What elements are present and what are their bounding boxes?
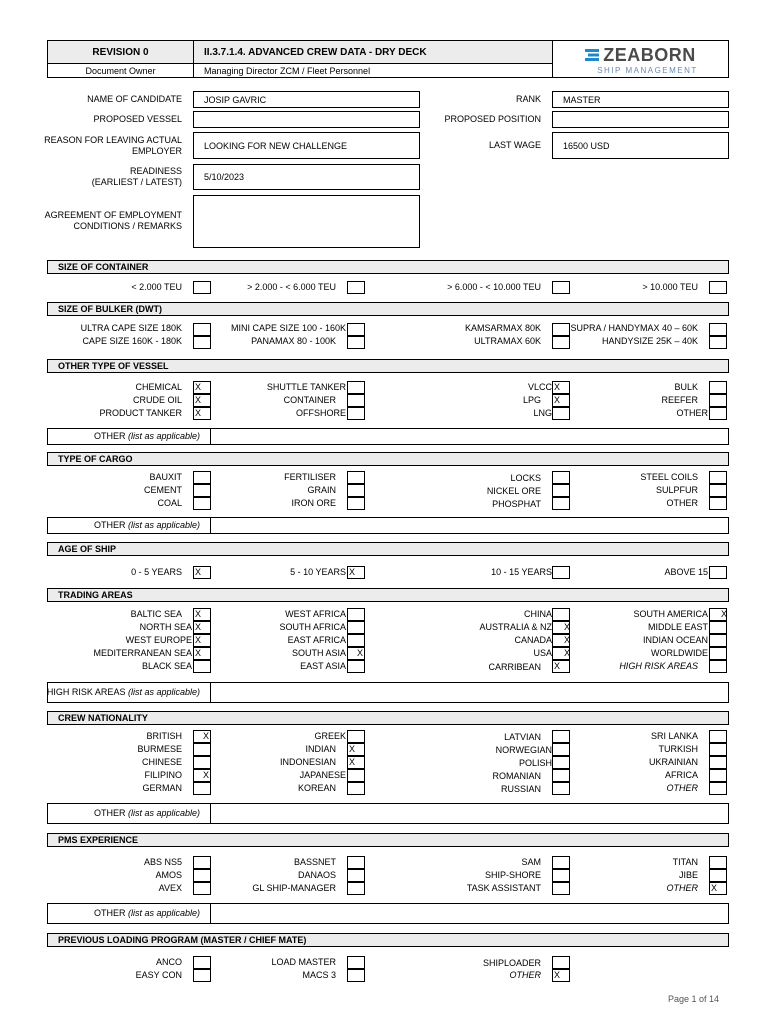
container-label: < 2.000 TEU bbox=[131, 282, 182, 292]
trading-checkbox[interactable] bbox=[552, 634, 570, 647]
trading-checkbox[interactable] bbox=[347, 647, 365, 660]
check-mark: X bbox=[203, 731, 210, 741]
trading-checkbox[interactable] bbox=[193, 647, 211, 660]
agreement-field[interactable] bbox=[193, 195, 420, 248]
bulker-label: SUPRA / HANDYMAX 40 – 60K bbox=[570, 323, 698, 333]
check-mark: X bbox=[564, 622, 571, 632]
trading-label: NORTH SEA bbox=[139, 622, 192, 632]
logo bbox=[585, 45, 696, 66]
crew-label: BURMESE bbox=[137, 744, 182, 754]
crew-label: KOREAN bbox=[297, 783, 336, 793]
trading-checkbox[interactable] bbox=[193, 660, 211, 673]
pms-checkbox[interactable] bbox=[193, 882, 211, 895]
vessel-other-label: OTHER (list as applicable) bbox=[93, 431, 200, 441]
age-label: 0 - 5 YEARS bbox=[131, 567, 182, 577]
check-mark: X bbox=[195, 382, 202, 392]
crew-label: BRITISH bbox=[146, 731, 182, 741]
section-vessel-type: OTHER TYPE OF VESSEL bbox=[47, 359, 729, 373]
pms-checkbox[interactable] bbox=[709, 856, 727, 869]
loading-label: LOAD MASTER bbox=[271, 957, 336, 967]
pms-label: JIBE bbox=[678, 870, 698, 880]
readiness-label-1: READINESS bbox=[129, 166, 182, 176]
bulker-label: ULTRAMAX 60K bbox=[474, 336, 541, 346]
container-checkbox[interactable] bbox=[709, 281, 727, 294]
crew-label: TURKISH bbox=[658, 744, 698, 754]
rank-value: MASTER bbox=[563, 94, 601, 105]
age-label: 10 - 15 YEARS bbox=[491, 567, 552, 577]
crew-checkbox[interactable] bbox=[347, 769, 365, 782]
age-checkbox[interactable] bbox=[552, 566, 570, 579]
agreement-label: AGREEMENT OF EMPLOYMENT CONDITIONS / REMARKS bbox=[44, 210, 182, 231]
trading-label: SOUTH AMERICA bbox=[633, 609, 708, 619]
check-mark: X bbox=[195, 408, 202, 418]
name-label: NAME OF CANDIDATE bbox=[87, 94, 182, 104]
crew-checkbox[interactable] bbox=[709, 756, 727, 769]
vessel-type-label: SHUTTLE TANKER bbox=[266, 382, 346, 392]
vessel-type-checkbox[interactable] bbox=[193, 407, 211, 420]
crew-label: UKRAINIAN bbox=[648, 757, 698, 767]
cargo-checkbox[interactable] bbox=[709, 484, 727, 497]
vessel-type-label: CRUDE OIL bbox=[132, 395, 182, 405]
crew-checkbox[interactable] bbox=[709, 769, 727, 782]
trading-label: BLACK SEA bbox=[141, 661, 192, 671]
logo-subtitle: SHIP MANAGEMENT bbox=[597, 65, 698, 75]
revision-label: REVISION 0 bbox=[92, 46, 149, 58]
reason-label: REASON FOR LEAVING ACTUAL EMPLOYER bbox=[44, 135, 182, 156]
pms-checkbox[interactable] bbox=[709, 882, 727, 895]
readiness-value: 5/10/2023 bbox=[204, 172, 245, 182]
crew-checkbox[interactable] bbox=[552, 730, 570, 743]
age-checkbox[interactable] bbox=[193, 566, 211, 579]
loading-checkbox[interactable] bbox=[347, 969, 365, 982]
crew-label: ROMANIAN bbox=[492, 771, 541, 781]
header-table bbox=[47, 40, 729, 78]
container-label: > 10.000 TEU bbox=[642, 282, 698, 292]
check-mark: X bbox=[195, 622, 202, 632]
age-checkbox[interactable] bbox=[709, 566, 727, 579]
trading-label: HIGH RISK AREAS bbox=[619, 661, 698, 671]
trading-checkbox[interactable] bbox=[347, 634, 365, 647]
vessel-type-label: OTHER bbox=[676, 408, 708, 418]
container-checkbox[interactable] bbox=[347, 281, 365, 294]
pms-label: TASK ASSISTANT bbox=[466, 883, 541, 893]
pms-checkbox[interactable] bbox=[193, 856, 211, 869]
bulker-checkbox[interactable] bbox=[709, 323, 727, 336]
pms-checkbox[interactable] bbox=[552, 869, 570, 882]
cargo-label: IRON ORE bbox=[291, 498, 336, 508]
crew-checkbox[interactable] bbox=[193, 743, 211, 756]
trading-label: WEST AFRICA bbox=[285, 609, 346, 619]
wage-field[interactable] bbox=[552, 132, 729, 159]
vessel-type-checkbox[interactable] bbox=[193, 394, 211, 407]
cargo-checkbox[interactable] bbox=[552, 497, 570, 510]
name-field[interactable] bbox=[193, 91, 420, 108]
section-pms: PMS EXPERIENCE bbox=[47, 833, 729, 847]
check-mark: X bbox=[564, 635, 571, 645]
page-number: Page 1 of 14 bbox=[668, 994, 720, 1004]
check-mark: X bbox=[554, 970, 561, 980]
pms-checkbox[interactable] bbox=[347, 856, 365, 869]
cargo-label: NICKEL ORE bbox=[486, 486, 541, 496]
age-label: ABOVE 15 bbox=[664, 567, 708, 577]
high-risk-input[interactable] bbox=[211, 683, 728, 702]
loading-label: ANCO bbox=[155, 957, 182, 967]
vessel-type-label: REEFER bbox=[661, 395, 698, 405]
bulker-checkbox[interactable] bbox=[347, 336, 365, 349]
bulker-label: KAMSARMAX 80K bbox=[464, 323, 541, 333]
vessel-type-checkbox[interactable] bbox=[709, 381, 727, 394]
container-label: > 2.000 - < 6.000 TEU bbox=[247, 282, 336, 292]
cargo-checkbox[interactable] bbox=[347, 471, 365, 484]
vessel-type-checkbox[interactable] bbox=[552, 381, 570, 394]
cargo-checkbox[interactable] bbox=[193, 471, 211, 484]
document-title: II.3.7.1.4. ADVANCED CREW DATA - DRY DECK bbox=[204, 46, 427, 58]
rank-label: RANK bbox=[515, 94, 541, 104]
loading-label: MACS 3 bbox=[302, 970, 336, 980]
trading-label: CANADA bbox=[514, 635, 552, 645]
section-loading: PREVIOUS LOADING PROGRAM (MASTER / CHIEF MATE) bbox=[47, 933, 729, 947]
trading-checkbox[interactable] bbox=[193, 608, 211, 621]
cargo-label: COAL bbox=[157, 498, 182, 508]
crew-label: INDONESIAN bbox=[279, 757, 336, 767]
bulker-checkbox[interactable] bbox=[709, 336, 727, 349]
pms-checkbox[interactable] bbox=[347, 882, 365, 895]
vessel-field[interactable] bbox=[193, 111, 420, 128]
pms-label: ABS NS5 bbox=[143, 857, 182, 867]
check-mark: X bbox=[195, 635, 202, 645]
trading-label: EAST AFRICA bbox=[287, 635, 346, 645]
check-mark: X bbox=[195, 395, 202, 405]
cargo-label: BAUXIT bbox=[149, 472, 182, 482]
loading-checkbox[interactable] bbox=[552, 969, 570, 982]
trading-checkbox[interactable] bbox=[347, 660, 365, 673]
cargo-checkbox[interactable] bbox=[347, 497, 365, 510]
crew-label: FILIPINO bbox=[144, 770, 182, 780]
logo-name: ZEABORN bbox=[603, 44, 696, 65]
cargo-label: SULPFUR bbox=[655, 485, 698, 495]
reason-field[interactable] bbox=[193, 132, 420, 159]
trading-label: SOUTH AFRICA bbox=[279, 622, 346, 632]
pms-label: BASSNET bbox=[293, 857, 336, 867]
trading-checkbox[interactable] bbox=[552, 608, 570, 621]
check-mark: X bbox=[195, 648, 202, 658]
check-mark: X bbox=[349, 567, 356, 577]
check-mark: X bbox=[554, 395, 561, 405]
wage-label: LAST WAGE bbox=[488, 140, 541, 150]
vessel-type-label: CONTAINER bbox=[283, 395, 336, 405]
section-container: SIZE OF CONTAINER bbox=[47, 260, 729, 274]
crew-checkbox[interactable] bbox=[552, 756, 570, 769]
bulker-checkbox[interactable] bbox=[347, 323, 365, 336]
pms-label: OTHER bbox=[666, 883, 698, 893]
crew-checkbox[interactable] bbox=[552, 782, 570, 795]
check-mark: X bbox=[195, 609, 202, 619]
bulker-label: CAPE SIZE 160K - 180K bbox=[82, 336, 182, 346]
cargo-checkbox[interactable] bbox=[709, 471, 727, 484]
pms-checkbox[interactable] bbox=[552, 856, 570, 869]
vessel-type-label: BULK bbox=[674, 382, 698, 392]
pms-label: SHIP-SHORE bbox=[484, 870, 541, 880]
crew-checkbox[interactable] bbox=[193, 782, 211, 795]
crew-checkbox[interactable] bbox=[347, 743, 365, 756]
check-mark: X bbox=[195, 567, 202, 577]
bulker-checkbox[interactable] bbox=[552, 336, 570, 349]
crew-label: SRI LANKA bbox=[650, 731, 698, 741]
age-label: 5 - 10 YEARS bbox=[290, 567, 346, 577]
trading-checkbox[interactable] bbox=[193, 621, 211, 634]
check-mark: X bbox=[721, 609, 728, 619]
trading-label: SOUTH ASIA bbox=[291, 648, 346, 658]
pms-checkbox[interactable] bbox=[347, 869, 365, 882]
vessel-type-checkbox[interactable] bbox=[347, 394, 365, 407]
crew-label: RUSSIAN bbox=[500, 784, 541, 794]
bulker-label: HANDYSIZE 25K – 40K bbox=[601, 336, 698, 346]
wage-value: 16500 USD bbox=[563, 140, 610, 151]
vessel-type-label: LPG bbox=[522, 395, 541, 405]
cargo-checkbox[interactable] bbox=[709, 497, 727, 510]
container-checkbox[interactable] bbox=[552, 281, 570, 294]
crew-other-input[interactable] bbox=[211, 804, 728, 823]
vessel-type-checkbox[interactable] bbox=[709, 407, 727, 420]
cargo-label: PHOSPHAT bbox=[492, 499, 541, 509]
vessel-type-checkbox[interactable] bbox=[193, 381, 211, 394]
crew-label: AFRICA bbox=[664, 770, 698, 780]
container-checkbox[interactable] bbox=[193, 281, 211, 294]
trading-label: AUSTRALIA & NZ bbox=[479, 622, 552, 632]
age-checkbox[interactable] bbox=[347, 566, 365, 579]
check-mark: X bbox=[554, 661, 561, 671]
vessel-type-checkbox[interactable] bbox=[552, 394, 570, 407]
trading-label: WEST EUROPE bbox=[125, 635, 192, 645]
vessel-type-label: LNG bbox=[533, 408, 552, 418]
trading-label: MEDITERRANEAN SEA bbox=[93, 648, 192, 658]
trading-label: EAST ASIA bbox=[300, 661, 346, 671]
logo-cell bbox=[553, 41, 728, 78]
loading-checkbox[interactable] bbox=[193, 969, 211, 982]
pms-label: TITAN bbox=[672, 857, 698, 867]
trading-checkbox[interactable] bbox=[347, 621, 365, 634]
loading-label: OTHER bbox=[509, 970, 541, 980]
section-trading: TRADING AREAS bbox=[47, 588, 729, 602]
bulker-label: ULTRA CAPE SIZE 180K bbox=[80, 323, 182, 333]
vessel-type-label: CHEMICAL bbox=[135, 382, 182, 392]
crew-checkbox[interactable] bbox=[709, 743, 727, 756]
position-field[interactable] bbox=[552, 111, 729, 128]
position-label: PROPOSED POSITION bbox=[444, 114, 541, 124]
crew-checkbox[interactable] bbox=[347, 730, 365, 743]
loading-checkbox[interactable] bbox=[193, 956, 211, 969]
zeaborn-logo-icon bbox=[585, 48, 599, 62]
crew-checkbox[interactable] bbox=[193, 730, 211, 743]
cargo-checkbox[interactable] bbox=[193, 497, 211, 510]
section-bulker: SIZE OF BULKER (DWT) bbox=[47, 302, 729, 316]
cargo-label: LOCKS bbox=[510, 473, 541, 483]
pms-label: AMOS bbox=[155, 870, 182, 880]
crew-label: GERMAN bbox=[142, 783, 182, 793]
trading-checkbox[interactable] bbox=[552, 647, 570, 660]
cargo-label: FERTILISER bbox=[284, 472, 336, 482]
crew-label: OTHER bbox=[666, 783, 698, 793]
bulker-checkbox[interactable] bbox=[193, 336, 211, 349]
vessel-type-label: VLCC bbox=[527, 382, 552, 392]
pms-label: AVEX bbox=[158, 883, 182, 893]
trading-checkbox[interactable] bbox=[709, 608, 727, 621]
loading-label: SHIPLOADER bbox=[482, 958, 541, 968]
cargo-checkbox[interactable] bbox=[552, 484, 570, 497]
cargo-label: GRAIN bbox=[307, 485, 336, 495]
cargo-label: CEMENT bbox=[144, 485, 182, 495]
section-cargo: TYPE OF CARGO bbox=[47, 452, 729, 466]
bulker-checkbox[interactable] bbox=[193, 323, 211, 336]
cargo-label: STEEL COILS bbox=[640, 472, 698, 482]
pms-label: DANAOS bbox=[297, 870, 336, 880]
vessel-type-checkbox[interactable] bbox=[709, 394, 727, 407]
trading-checkbox[interactable] bbox=[709, 660, 727, 673]
cargo-other-label: OTHER (list as applicable) bbox=[93, 520, 200, 530]
crew-checkbox[interactable] bbox=[709, 730, 727, 743]
cargo-label: OTHER bbox=[666, 498, 698, 508]
crew-checkbox[interactable] bbox=[709, 782, 727, 795]
bulker-label: PANAMAX 80 - 100K bbox=[251, 336, 336, 346]
vessel-type-label: OFFSHORE bbox=[295, 408, 346, 418]
crew-checkbox[interactable] bbox=[193, 769, 211, 782]
pms-label: SAM bbox=[521, 857, 541, 867]
check-mark: X bbox=[349, 744, 356, 754]
trading-label: USA bbox=[533, 648, 552, 658]
trading-label: CHINA bbox=[523, 609, 552, 619]
pms-label: GL SHIP-MANAGER bbox=[252, 883, 336, 893]
cargo-checkbox[interactable] bbox=[193, 484, 211, 497]
check-mark: X bbox=[554, 382, 561, 392]
cargo-checkbox[interactable] bbox=[347, 484, 365, 497]
crew-checkbox[interactable] bbox=[552, 769, 570, 782]
pms-checkbox[interactable] bbox=[552, 882, 570, 895]
check-mark: X bbox=[564, 648, 571, 658]
trading-checkbox[interactable] bbox=[347, 608, 365, 621]
owner-value: Managing Director ZCM / Fleet Personnel bbox=[204, 66, 371, 76]
trading-checkbox[interactable] bbox=[709, 634, 727, 647]
crew-checkbox[interactable] bbox=[193, 756, 211, 769]
trading-checkbox[interactable] bbox=[552, 621, 570, 634]
trading-checkbox[interactable] bbox=[552, 660, 570, 673]
high-risk-label: HIGH RISK AREAS (list as applicable) bbox=[46, 687, 200, 697]
loading-checkbox[interactable] bbox=[347, 956, 365, 969]
owner-label: Document Owner bbox=[85, 66, 156, 76]
bulker-checkbox[interactable] bbox=[552, 323, 570, 336]
trading-checkbox[interactable] bbox=[709, 621, 727, 634]
vessel-other-input[interactable] bbox=[211, 429, 728, 444]
crew-label: NORWEGIAN bbox=[495, 745, 552, 755]
owner-value-cell bbox=[194, 64, 553, 78]
check-mark: X bbox=[711, 883, 718, 893]
title-cell bbox=[194, 41, 553, 64]
cargo-checkbox[interactable] bbox=[552, 471, 570, 484]
cargo-other-input[interactable] bbox=[211, 518, 728, 533]
loading-checkbox[interactable] bbox=[552, 956, 570, 969]
vessel-label: PROPOSED VESSEL bbox=[93, 114, 182, 124]
trading-label: CARRIBEAN bbox=[488, 662, 541, 672]
crew-label: POLISH bbox=[518, 758, 552, 768]
pms-checkbox[interactable] bbox=[709, 869, 727, 882]
crew-checkbox[interactable] bbox=[347, 756, 365, 769]
crew-other-label: OTHER (list as applicable) bbox=[93, 808, 200, 818]
pms-other-input[interactable] bbox=[211, 904, 728, 923]
readiness-label-2: (EARLIEST / LATEST) bbox=[91, 177, 182, 187]
revision-cell bbox=[48, 41, 194, 64]
trading-label: MIDDLE EAST bbox=[647, 622, 708, 632]
crew-checkbox[interactable] bbox=[552, 743, 570, 756]
trading-label: INDIAN OCEAN bbox=[642, 635, 708, 645]
reason-value: LOOKING FOR NEW CHALLENGE bbox=[204, 140, 348, 151]
section-age: AGE OF SHIP bbox=[47, 542, 729, 556]
rank-field[interactable] bbox=[552, 91, 729, 108]
crew-label: INDIAN bbox=[305, 744, 336, 754]
trading-label: BALTIC SEA bbox=[130, 609, 182, 619]
trading-label: WORLDWIDE bbox=[651, 648, 708, 658]
check-mark: X bbox=[349, 757, 356, 767]
loading-label: EASY CON bbox=[135, 970, 182, 980]
vessel-type-checkbox[interactable] bbox=[347, 407, 365, 420]
crew-label: GREEK bbox=[314, 731, 346, 741]
owner-label-cell bbox=[48, 64, 194, 78]
trading-checkbox[interactable] bbox=[709, 647, 727, 660]
crew-label: JAPANESE bbox=[299, 770, 346, 780]
crew-checkbox[interactable] bbox=[347, 782, 365, 795]
readiness-field[interactable] bbox=[193, 164, 420, 190]
pms-other-label: OTHER (list as applicable) bbox=[93, 908, 200, 918]
check-mark: X bbox=[203, 770, 210, 780]
check-mark: X bbox=[357, 648, 364, 658]
container-label: > 6.000 - < 10.000 TEU bbox=[447, 282, 541, 292]
crew-label: CHINESE bbox=[141, 757, 182, 767]
vessel-type-checkbox[interactable] bbox=[347, 381, 365, 394]
trading-checkbox[interactable] bbox=[193, 634, 211, 647]
vessel-type-label: PRODUCT TANKER bbox=[99, 408, 182, 418]
name-value: JOSIP GAVRIC bbox=[204, 94, 267, 105]
vessel-type-checkbox[interactable] bbox=[552, 407, 570, 420]
crew-label: LATVIAN bbox=[504, 732, 541, 742]
bulker-label: MINI CAPE SIZE 100 - 160K bbox=[230, 323, 346, 333]
section-crew: CREW NATIONALITY bbox=[47, 711, 729, 725]
pms-checkbox[interactable] bbox=[193, 869, 211, 882]
